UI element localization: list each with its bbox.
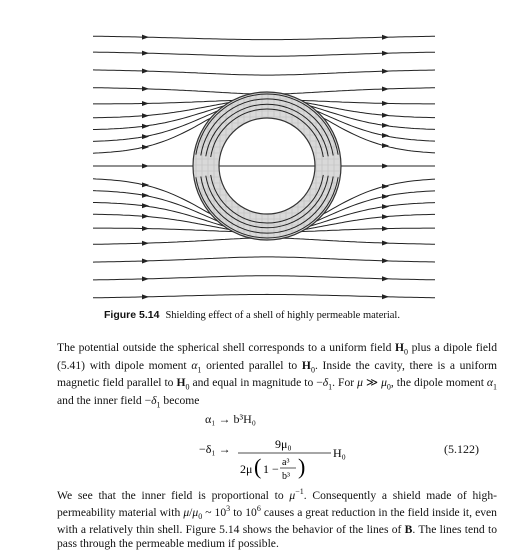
field-arrow [142,276,149,281]
field-arrow [382,276,389,281]
eq-lhs: −δ₁ → [199,442,231,456]
field-arrow [142,226,149,231]
eq-numerator: 9μ₀ [275,439,292,451]
field-arrow [142,241,149,246]
field-arrow [382,226,389,231]
eq-b3: b³ [282,471,290,482]
field-arrow [382,258,389,263]
equation-number: (5.122) [444,442,479,456]
field-arrow [142,124,149,129]
figure-caption [104,309,400,321]
equation-delta [199,439,349,483]
caption-text: Shielding effect of a shell of highly permeable material. [165,310,400,321]
field-arrow [142,113,149,118]
field-arrow [382,204,389,209]
field-arrow [382,164,389,169]
field-arrow [382,86,389,91]
field-arrow [142,51,149,56]
field-arrow [382,143,389,148]
field-arrow [382,69,389,74]
field-arrow [382,194,389,199]
field-arrow [142,134,149,139]
field-arrow [382,214,389,219]
paragraph-2: We see that the inner field is proportional to $\mu^{-1}$. Consequently a shield made of high-permeability material with $\mu/\mu_0$ ~ $10^3$ to $10^6$ causes a great reduction in the field inside it, even with a relatively thin shell. Figure 5.14 shows the behavior of the lines of B. The lines tend to pass through the permeable medium if possible. [57,487,497,550]
field-arrow [142,258,149,263]
eq-paren-left: ( [254,454,262,479]
field-arrow [142,69,149,74]
field-arrow [382,113,389,118]
field-arrow [382,184,389,189]
field-arrow [142,182,149,187]
field-arrow [142,214,149,219]
field-arrow [382,294,389,299]
eq-tail: H₀ [333,446,346,460]
field-arrow [382,133,389,138]
eq-paren-right: ) [298,454,306,479]
field-arrow [142,101,149,106]
figure-number: Figure 5.14 [104,309,160,321]
field-arrow [142,203,149,208]
field-arrow [382,123,389,128]
field-arrow [142,145,149,150]
field-arrow [142,294,149,299]
eq-a3: a³ [282,457,290,468]
eq-one-minus: 1 − [263,462,279,476]
field-arrow [142,193,149,198]
shielding-figure [85,12,445,304]
equation-alpha: α₁ → b³H₀ [205,412,256,426]
field-arrow [382,35,389,40]
eq-factor: 2μ [240,462,253,476]
field-arrow [382,241,389,246]
paragraph-1: The potential outside the spherical shell corresponds to a uniform field $H_0$ plus a dipole field (5.41) with dipole moment $\alpha_1$ oriented parallel to $H_0$. Inside the cavity, there is a uniform magnetic field parallel to $H_0$ and equal in magnitude to $-\delta_1$. For μ ≫ $\mu_0$, the dipole moment $\alpha_1$ and the inner field $-\delta_1$ become [57,341,497,409]
field-arrow [382,51,389,56]
field-arrow [382,101,389,106]
field-arrow [142,86,149,91]
field-arrow [142,35,149,40]
field-arrow [142,164,149,169]
